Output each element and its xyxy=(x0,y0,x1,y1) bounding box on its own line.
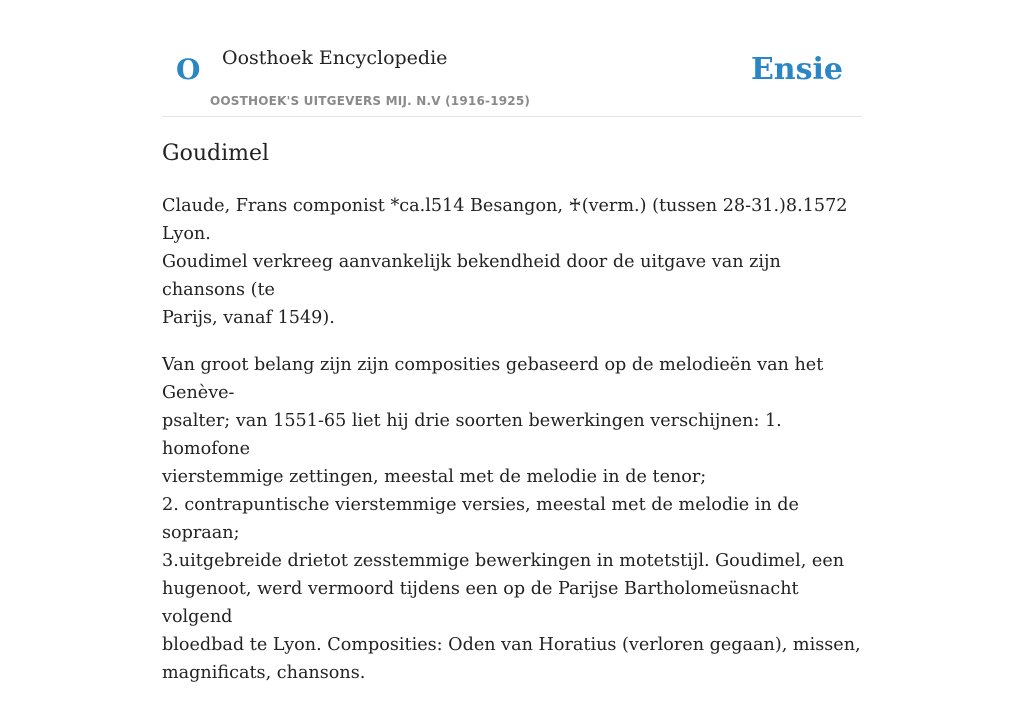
paragraph-line: Parijs, vanaf 1549). xyxy=(162,308,335,328)
article-body xyxy=(162,192,862,706)
paragraph-line: hugenoot, werd vermoord tijdens een op de Parijse Bartholomeüsnacht volgend xyxy=(162,579,799,627)
publication-subtitle: OOSTHOEK'S UITGEVERS MIJ. N.V (1916-1925) xyxy=(210,94,531,108)
ensie-logo-link[interactable]: Ensie xyxy=(750,52,843,87)
paragraph-line: 2. contrapuntische vierstemmige versies, meestal met de melodie in de sopraan; xyxy=(162,495,799,543)
publication-title[interactable]: Oosthoek Encyclopedie xyxy=(222,47,448,69)
paragraph-line: psalter; van 1551-65 liet hij drie soorten bewerkingen verschijnen: 1. homofone xyxy=(162,411,782,459)
paragraph-line: bloedbad te Lyon. Composities: Oden van Horatius (verloren gegaan), missen, xyxy=(162,635,861,655)
paragraph-line: magnificats, chansons. xyxy=(162,663,366,683)
site-header xyxy=(162,0,862,117)
article-title: Goudimel xyxy=(162,141,270,166)
paragraph-line: Claude, Frans componist *ca.l514 Besangon, ♰(verm.) (tussen 28-31.)8.1572 Lyon. xyxy=(162,196,848,244)
paragraph-line: Van groot belang zijn zijn composities gebaseerd op de melodieën van het Genève- xyxy=(162,355,824,403)
article-paragraph xyxy=(162,192,862,332)
paragraph-line: Goudimel verkreeg aanvankelijk bekendheid door de uitgave van zijn chansons (te xyxy=(162,252,781,300)
paragraph-line: 3.uitgebreide drietot zesstemmige bewerkingen in motetstijl. Goudimel, een xyxy=(162,551,845,571)
page-container xyxy=(162,0,862,683)
article-paragraph xyxy=(162,351,862,687)
paragraph-line: vierstemmige zettingen, meestal met de melodie in de tenor; xyxy=(162,467,707,487)
publisher-logo[interactable]: O xyxy=(176,53,201,86)
